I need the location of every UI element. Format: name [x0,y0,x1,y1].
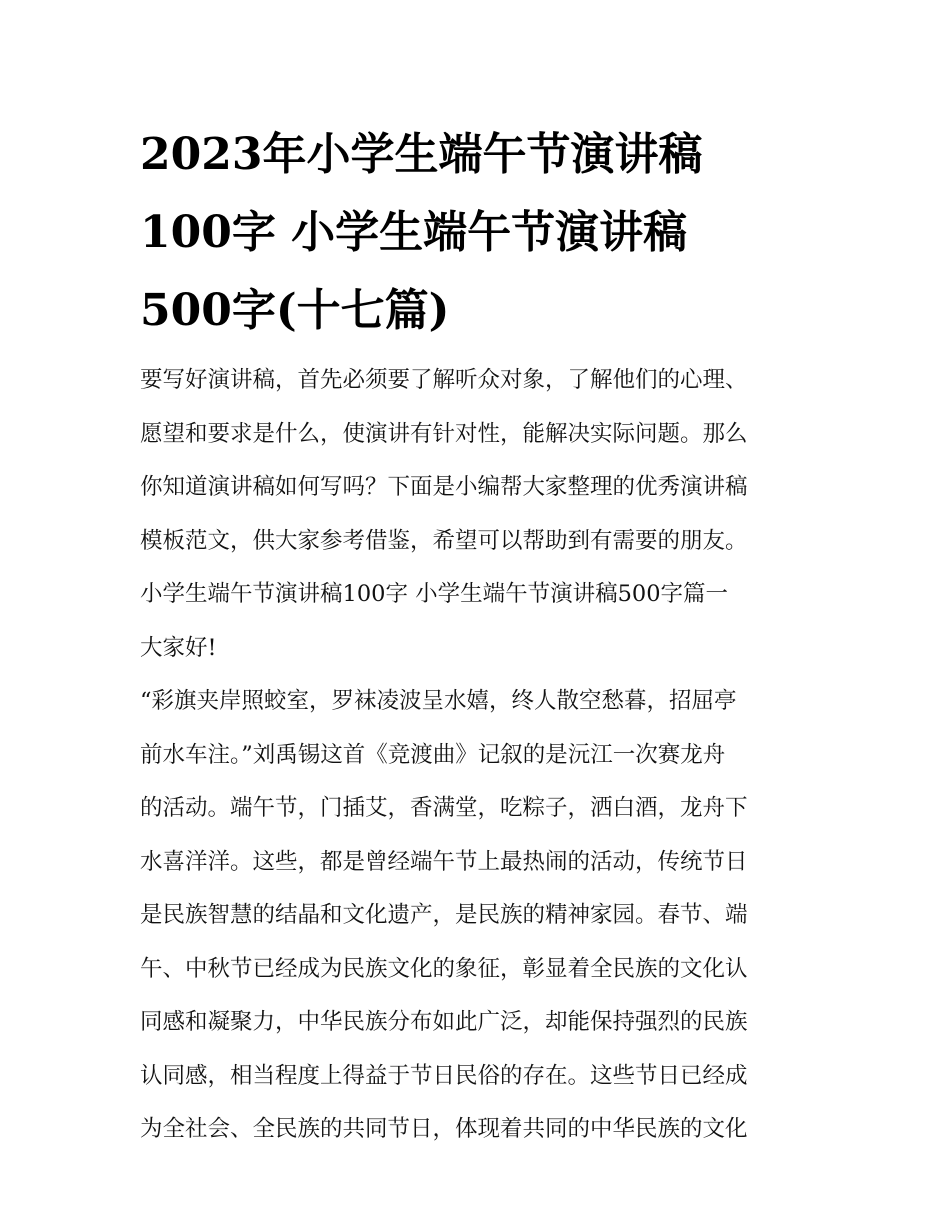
body-line: “彩旗夹岸照蛟室，罗袜凌波呈水嬉，终人散空愁暮，招屈亭 [140,688,737,714]
body-line: 模板范文，供大家参考借鉴，希望可以帮助到有需要的朋友。 [140,527,748,554]
body-line: 是民族智慧的结晶和文化遗产，是民族的精神家园。春节、端 [140,902,748,928]
document-body [140,354,820,1157]
title-line-3: 500字(十七篇) [140,285,450,336]
body-line: 同感和凝聚力，中华民族分布如此广泛，却能保持强烈的民族 [140,1009,748,1035]
document-title [140,116,820,350]
body-line: 愿望和要求是什么，使演讲有针对性，能解决实际问题。那么 [140,420,748,447]
body-line: 你知道演讲稿如何写吗？下面是小编帮大家整理的优秀演讲稿 [140,474,748,500]
body-line: 的活动。端午节，门插艾，香满堂，吃粽子，洒白酒，龙舟下 [140,795,748,821]
greeting-line: 大家好! [140,634,217,661]
body-line: 为全社会、全民族的共同节日，体现着共同的中华民族的文化 [140,1116,748,1142]
title-line-1: 2023年小学生端午节演讲稿 [140,129,703,180]
body-line: 水喜洋洋。这些，都是曾经端午节上最热闹的活动，传统节日 [140,848,748,875]
body-line: 要写好演讲稿，首先必须要了解听众对象，了解他们的心理、 [140,367,748,393]
section-heading-line: 小学生端午节演讲稿100字 小学生端午节演讲稿500字篇一 [140,581,729,607]
body-line: 午、中秋节已经成为民族文化的象征，彰显着全民族的文化认 [140,955,748,982]
body-line: 认同感，相当程度上得益于节日民俗的存在。这些节日已经成 [140,1062,748,1089]
body-line: 前水车注。”刘禹锡这首《竞渡曲》记叙的是沅江一次赛龙舟 [140,741,726,768]
title-line-2: 100字 小学生端午节演讲稿 [140,207,688,258]
